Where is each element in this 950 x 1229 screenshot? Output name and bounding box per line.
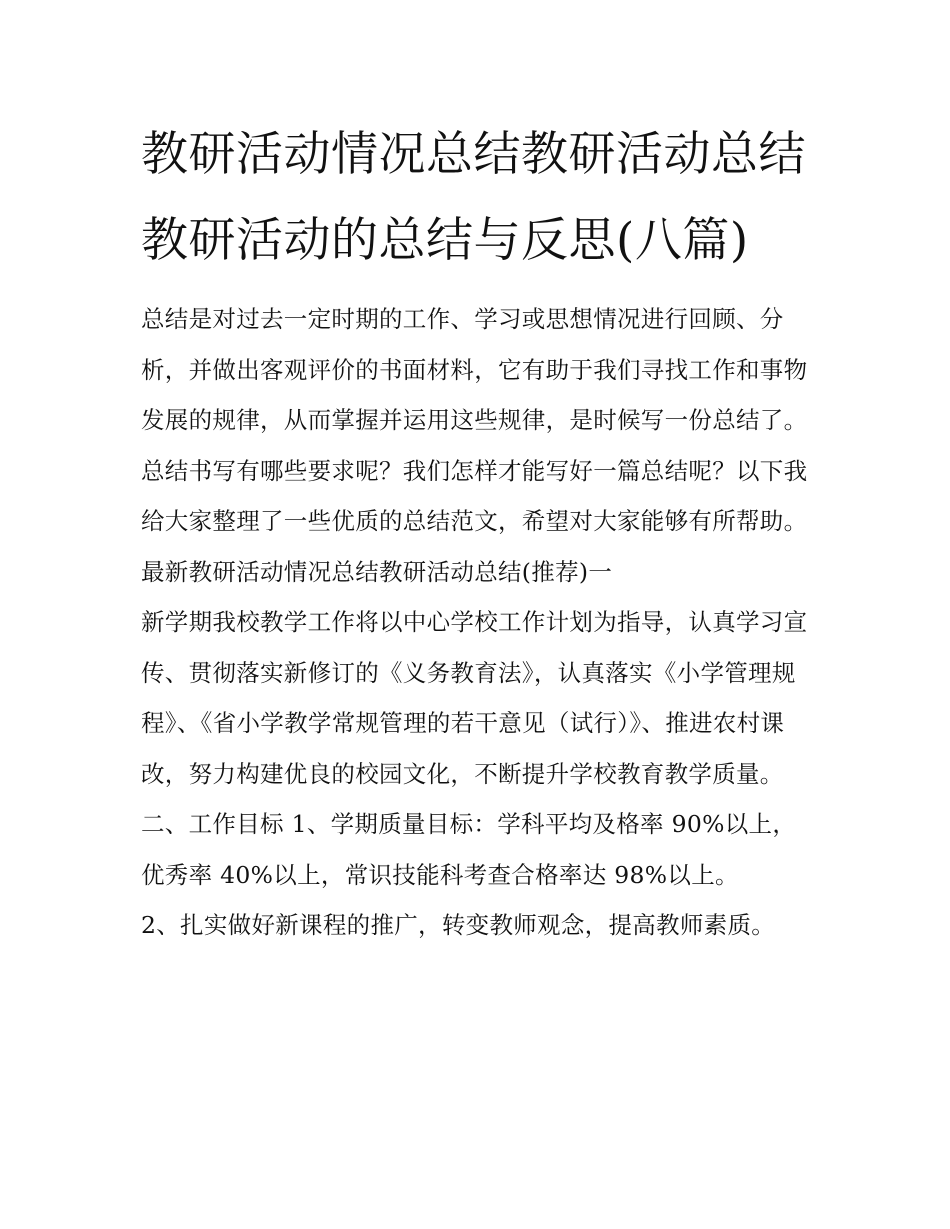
body-paragraph: 新学期我校教学工作将以中心学校工作计划为指导，认真学习宣传、贯彻落实新修订的《义务教育法》，认真落实《小学管理规程》、《省小学教学常规管理的若干意见（试行）》、推进农村课改，努力构建优良的校园文化，不断提升学校教育教学质量。 — [141, 608, 808, 788]
intro-paragraph: 总结是对过去一定时期的工作、学习或思想情况进行回顾、分析，并做出客观评价的书面材料，它有助于我们寻找工作和事物发展的规律，从而掌握并运用这些规律，是时候写一份总结了。总结书写有哪些要求呢？我们怎样才能写好一篇总结呢？以下我给大家整理了一些优质的总结范文，希望对大家能够有所帮助。 — [141, 305, 808, 535]
goals-paragraph: 二、工作目标 1、学期质量目标：学科平均及格率 90%以上，优秀率 40%以上，常识技能科考查合格率达 98%以上。 — [141, 810, 797, 889]
section-heading: 最新教研活动情况总结教研活动总结(推荐)一 — [141, 557, 613, 586]
title-spacer — [141, 284, 813, 294]
document-title: 教研活动情况总结教研活动总结 教研活动的总结与反思(八篇) — [141, 127, 806, 268]
document-page — [141, 112, 813, 951]
goals-item-paragraph: 2、扎实做好新课程的推广，转变教师观念，提高教师素质。 — [141, 911, 776, 939]
